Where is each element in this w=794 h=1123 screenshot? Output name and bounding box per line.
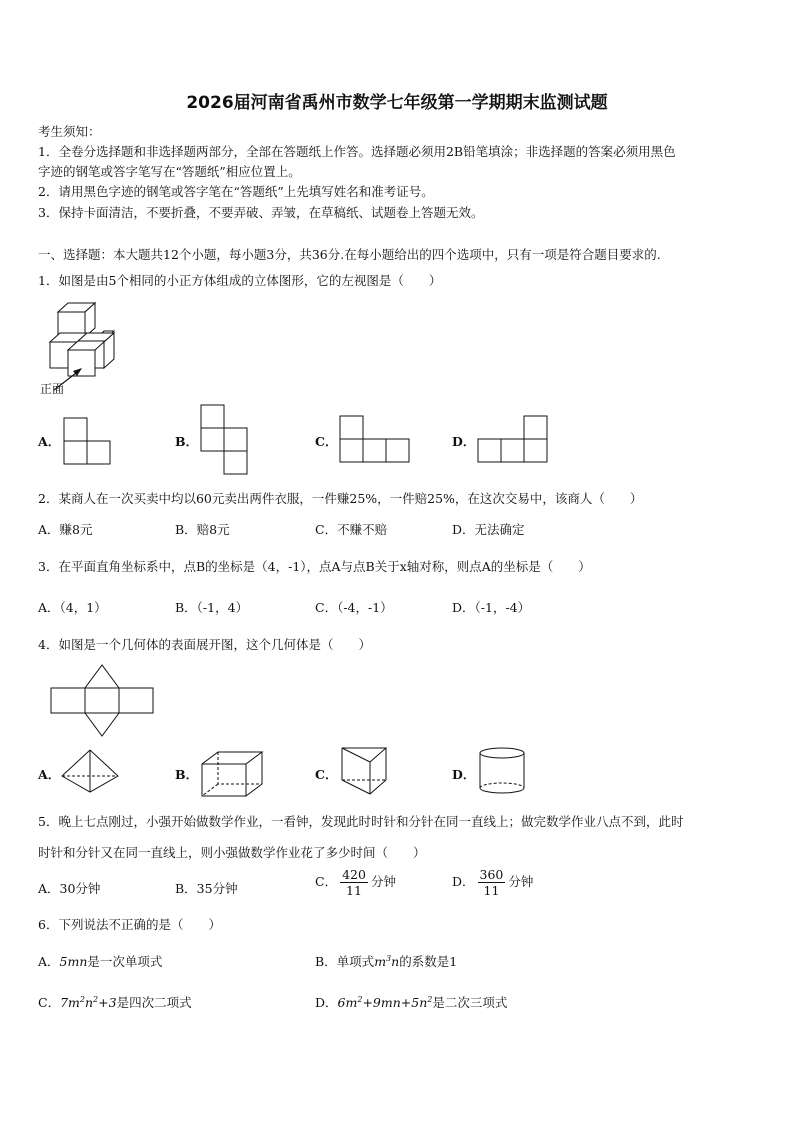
q2-option-d[interactable]: D．无法确定	[452, 522, 525, 537]
notice-heading: 考生须知：	[38, 124, 101, 139]
q1-option-d-label: D．	[452, 434, 476, 449]
q6-option-d-exponent2: 2	[427, 994, 433, 1004]
q4-option-a-label: A．	[38, 767, 61, 782]
q6-option-d-label: D．	[315, 995, 338, 1010]
q6-option-d-math: 6m	[337, 995, 358, 1010]
q3-option-d[interactable]: D．（-1，-4）	[452, 600, 531, 615]
q2-option-b[interactable]: B．赔8元	[175, 522, 230, 537]
q6-option-a[interactable]	[38, 952, 162, 970]
q2-option-c[interactable]: C．不赚不赔	[315, 522, 388, 537]
q3-stem: 3．在平面直角坐标系中，点B的坐标是（4，-1），点A与点B关于x轴对称，则点A的坐标是（ ）	[38, 559, 591, 574]
q6-option-b-exponent: 3	[386, 953, 392, 963]
q6-option-c-math3: +3	[98, 995, 117, 1010]
q5-stem-line1: 5．晚上七点刚过，小强开始做数学作业，一看钟，发现此时时针和分针在同一直线上；做完数学作业八点不到，此时	[38, 814, 684, 829]
q4-option-a[interactable]	[38, 765, 60, 783]
q6-option-c-exponent2: 2	[93, 994, 99, 1004]
q1-option-a-figure	[63, 417, 113, 465]
q6-option-b-label: B．单项式	[315, 954, 375, 969]
q1-option-b-figure	[200, 404, 250, 476]
q4-stem: 4．如图是一个几何体的表面展开图，这个几何体是（ ）	[38, 637, 371, 652]
q5-option-c-fraction	[340, 867, 368, 898]
q5-option-c-numerator: 420	[342, 867, 366, 882]
q4-option-d-cylinder-icon	[478, 746, 528, 796]
q5-option-d[interactable]	[452, 867, 533, 898]
q1-option-c-figure	[339, 415, 412, 465]
notice-item-1-cont: 字迹的钢笔或答字笔写在“答题纸”相应位置上。	[38, 164, 301, 179]
q1-option-c-label: C．	[315, 434, 338, 449]
q6-option-d-text: 是二次三项式	[432, 995, 508, 1010]
q4-option-c-prism-icon	[340, 746, 388, 796]
notice-item-1: 1．全卷分选择题和非选择题两部分，全部在答题纸上作答。选择题必须用2B铅笔填涂；非选择题的答案必须用黑色	[38, 144, 676, 159]
q6-option-b-text: 的系数是1	[399, 954, 458, 969]
section-heading: 一、选择题：本大题共12个小题，每小题3分，共36分.在每小题给出的四个选项中，只有一项是符合题目要求的.	[38, 247, 661, 262]
q5-stem-line2: 时针和分针又在同一直线上，则小强做数学作业花了多少时间（ ）	[38, 845, 426, 860]
q6-option-d-exponent1: 2	[357, 994, 363, 1004]
q1-option-b[interactable]	[175, 432, 198, 450]
q6-option-d-math2: +9mn+5n	[362, 995, 428, 1010]
q1-option-d-figure	[477, 415, 550, 465]
q4-net-figure	[48, 664, 154, 738]
q4-option-d-label: D．	[452, 767, 476, 782]
page-title: 2026届河南省禹州市数学七年级第一学期期末监测试题	[186, 93, 608, 113]
q5-option-c-denominator: 11	[346, 883, 362, 898]
q6-option-b-math: m	[374, 954, 387, 969]
q3-option-b[interactable]: B．（-1，4）	[175, 600, 249, 615]
q6-option-c-exponent1: 2	[79, 994, 85, 1004]
q6-option-c-math2: n	[84, 995, 94, 1010]
q5-option-c-unit: 分钟	[370, 874, 396, 889]
q2-stem: 2．某商人在一次买卖中均以60元卖出两件衣服，一件赚25%，一件赔25%，在这次交易中，该商人（ ）	[38, 491, 643, 506]
q1-option-b-label: B．	[175, 434, 199, 449]
q1-option-c[interactable]	[315, 432, 337, 450]
q5-option-d-fraction	[478, 867, 506, 898]
q6-option-a-text: 是一次单项式	[87, 954, 163, 969]
q6-option-b-math2: n	[391, 954, 400, 969]
q6-option-c-label: C．	[38, 995, 61, 1010]
q4-option-a-pyramid-icon	[60, 748, 120, 794]
q3-option-c[interactable]: C．（-4，-1）	[315, 600, 393, 615]
q1-option-a[interactable]	[38, 432, 60, 450]
q2-option-a[interactable]: A．赚8元	[38, 522, 93, 537]
q5-option-c-label: C．	[315, 874, 338, 889]
q4-option-c[interactable]	[315, 765, 337, 783]
notice-item-3: 3．保持卡面清洁，不要折叠，不要弄破、弄皱，在草稿纸、试题卷上答题无效。	[38, 205, 484, 220]
q1-front-label: 正面	[40, 382, 65, 396]
q5-option-a[interactable]: A．30分钟	[38, 881, 101, 896]
q6-option-d[interactable]	[315, 993, 507, 1011]
q6-option-b[interactable]	[315, 952, 457, 970]
q1-option-d[interactable]	[452, 432, 475, 450]
q5-option-d-label: D．	[452, 874, 475, 889]
q5-option-d-unit: 分钟	[508, 874, 534, 889]
q5-option-d-numerator: 360	[479, 867, 504, 882]
q4-option-c-label: C．	[315, 767, 338, 782]
q3-option-a[interactable]: A．（4，1）	[38, 600, 107, 615]
q5-option-d-denominator: 11	[483, 883, 500, 898]
q6-option-a-label: A．	[38, 954, 60, 969]
notice-item-2: 2．请用黑色字迹的钢笔或答字笔在“答题纸”上先填写姓名和准考证号。	[38, 184, 434, 199]
q5-option-c[interactable]	[315, 867, 396, 898]
q4-option-b-label: B．	[175, 767, 199, 782]
q6-option-c-math: 7m	[60, 995, 80, 1010]
q4-option-d[interactable]	[452, 765, 475, 783]
q4-option-b[interactable]	[175, 765, 198, 783]
q6-stem: 6．下列说法不正确的是（ ）	[38, 917, 221, 932]
q5-option-b[interactable]: B．35分钟	[175, 881, 238, 896]
q1-option-a-label: A．	[38, 434, 61, 449]
q6-option-c[interactable]	[38, 993, 192, 1011]
q6-option-c-text: 是四次二项式	[116, 995, 192, 1010]
q4-option-b-cube-icon	[200, 750, 266, 798]
q6-option-a-math: 5mn	[59, 954, 88, 969]
q1-stem: 1．如图是由5个相同的小正方体组成的立体图形，它的左视图是（ ）	[38, 273, 442, 288]
